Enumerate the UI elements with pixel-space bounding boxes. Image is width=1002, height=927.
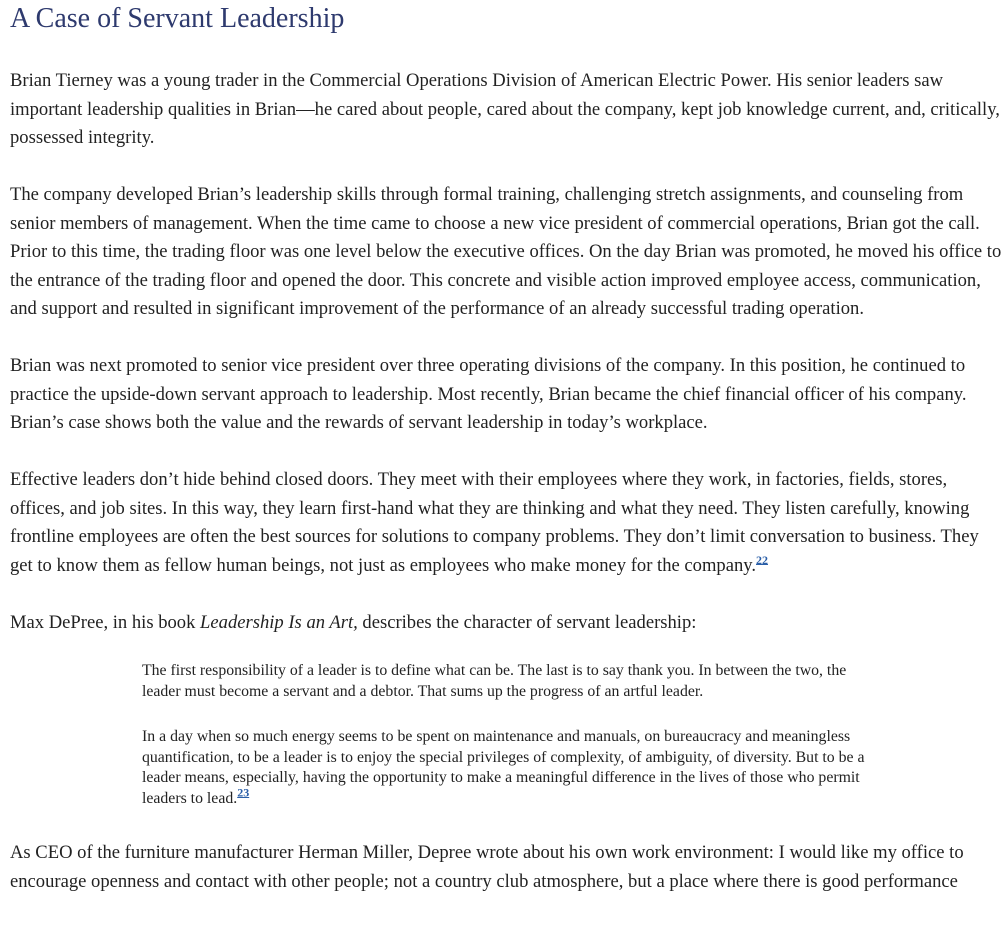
paragraph-text: Effective leaders don’t hide behind closed doors. They meet with their employees where they work, in factories, fields, stores, offices, and job sites. In this way, they learn first-hand what they are thinking and what they need. They listen carefully, knowing frontline employees are often the best sources for solutions to company problems. They don’t limit conversation to business. They get to know them as fellow human beings, not just as employees who make money for the company.: [10, 469, 979, 576]
footnote-link-22[interactable]: 22: [756, 552, 769, 567]
paragraph-gap: [10, 438, 1002, 467]
intro-text: Max DePree, in his book: [10, 611, 201, 633]
quote-gap: [142, 702, 882, 727]
page-title: A Case of Servant Leadership: [10, 3, 345, 34]
paragraph-depree-intro: [10, 609, 1002, 638]
intro-text-end: describes the character of servant leadership:: [357, 611, 697, 633]
book-title: Leadership Is an Art,: [200, 611, 358, 633]
quote-gap: [10, 637, 1002, 661]
paragraph-herman-miller: As CEO of the furniture manufacturer Herman Miller, Depree wrote about his own work environment: I would like my office to encourage openness and contact with other people; not a country club atmosphere, but a place where there is good performance: [10, 842, 964, 892]
article: [10, 0, 1002, 896]
depree-quote: [142, 661, 882, 809]
paragraph-brian-cfo: Brian was next promoted to senior vice president over three operating divisions of the company. In this position, he continued to practice the upside-down servant approach to leadership. Most recently, Brian became the chief financial officer of his company. Brian’s case shows both the value and the rewards of servant leadership in today’s workplace.: [10, 355, 967, 433]
paragraph-gap: [10, 324, 1002, 353]
paragraph-effective-leaders: [10, 466, 1002, 580]
quote-paragraph-first: The first responsibility of a leader is to define what can be. The last is to say thank you. In between the two, the leader must become a servant and a debtor. That sums up the progress of an artful leader.: [142, 662, 847, 700]
paragraph-gap: [10, 153, 1002, 182]
quote-gap: [10, 809, 1002, 839]
paragraph-gap: [10, 580, 1002, 609]
quote-text: In a day when so much energy seems to be spent on maintenance and manuals, on bureaucracy and meaningless quantification, to be a leader is to enjoy the special privileges of complexity, of ambiguity, of diversity. But to be a leader means, especially, having the opportunity to make a meaningful difference in the lives of those who permit leaders to lead.: [142, 728, 865, 807]
quote-paragraph-second: [142, 727, 882, 809]
paragraph-brian-intro: Brian Tierney was a young trader in the Commercial Operations Division of American Electric Power. His senior leaders saw important leadership qualities in Brian—he cared about people, cared about the company, kept job knowledge current, and, critically, possessed integrity.: [10, 70, 1000, 148]
paragraph-brian-promotion: The company developed Brian’s leadership skills through formal training, challenging stretch assignments, and counseling from senior members of management. When the time came to choose a new vice president of commercial operations, Brian got the call. Prior to this time, the trading floor was one level below the executive offices. On the day Brian was promoted, he moved his office to the entrance of the trading floor and opened the door. This concrete and visible action improved employee access, communication, and support and resulted in significant improvement of the performance of an already successful trading operation.: [10, 184, 1002, 319]
footnote-link-23[interactable]: 23: [237, 785, 250, 800]
